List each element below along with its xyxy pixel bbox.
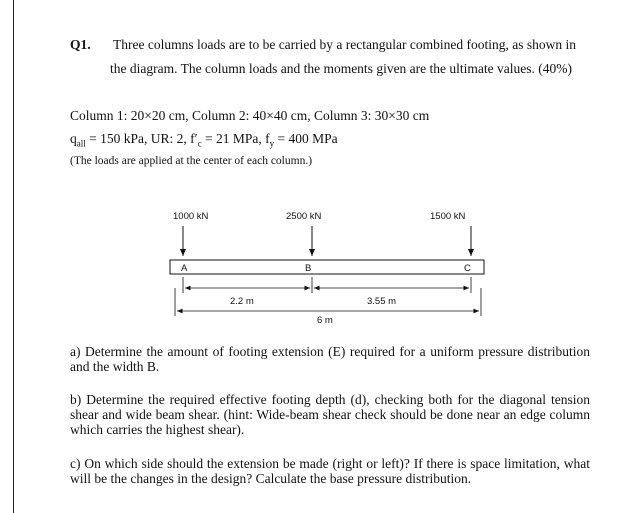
- fy-value: = 400 MPa: [274, 131, 338, 146]
- load-note: (The loads are applied at the center of each column.): [70, 155, 313, 167]
- load-label-b: 2500 kN: [286, 211, 322, 222]
- question-text-line-2: the diagram. The column loads and the moments given are the ultimate values. (40%): [110, 61, 572, 76]
- material-properties: [70, 131, 338, 149]
- left-border-line: [13, 0, 14, 513]
- fc-subscript: c: [197, 138, 202, 149]
- total-length-label: 6 m: [317, 315, 333, 326]
- span-label-bc: 3.55 m: [367, 296, 397, 307]
- question-number: Q1.: [70, 37, 91, 52]
- question-text-line-1: Three columns loads are to be carried by a rectangular combined footing, as shown in: [113, 37, 576, 52]
- footing-strip: [170, 260, 484, 274]
- part-b-text: b) Determine the required effective footing depth (d), checking both for the diagonal tension shear and wide beam shear. (hint: Wide-beam shear check should be done near an edge column which carries the highest shear).: [70, 392, 590, 437]
- q-value: = 150 kPa, UR: 2, f′: [85, 131, 198, 146]
- fc-value: = 21 MPa, f: [201, 131, 270, 146]
- q-symbol: q: [70, 131, 77, 146]
- column-label-a: A: [181, 263, 188, 274]
- column-label-b: B: [305, 263, 312, 274]
- column-label-c: C: [464, 263, 471, 274]
- part-a-text: a) Determine the amount of footing extension (E) required for a uniform pressure distribution and the width B.: [70, 344, 590, 374]
- load-label-c: 1500 kN: [430, 211, 466, 222]
- load-label-a: 1000 kN: [173, 211, 209, 222]
- footing-diagram: [160, 200, 500, 330]
- column-dimensions: Column 1: 20×20 cm, Column 2: 40×40 cm, Column 3: 30×30 cm: [70, 108, 430, 123]
- part-c-text: c) On which side should the extension be made (right or left)? If there is space limitation, what will be the changes in the design? Calculate the base pressure distribution.: [70, 456, 590, 486]
- q-subscript: all: [76, 138, 86, 149]
- span-label-ab: 2.2 m: [230, 296, 254, 307]
- fy-subscript: y: [269, 138, 275, 149]
